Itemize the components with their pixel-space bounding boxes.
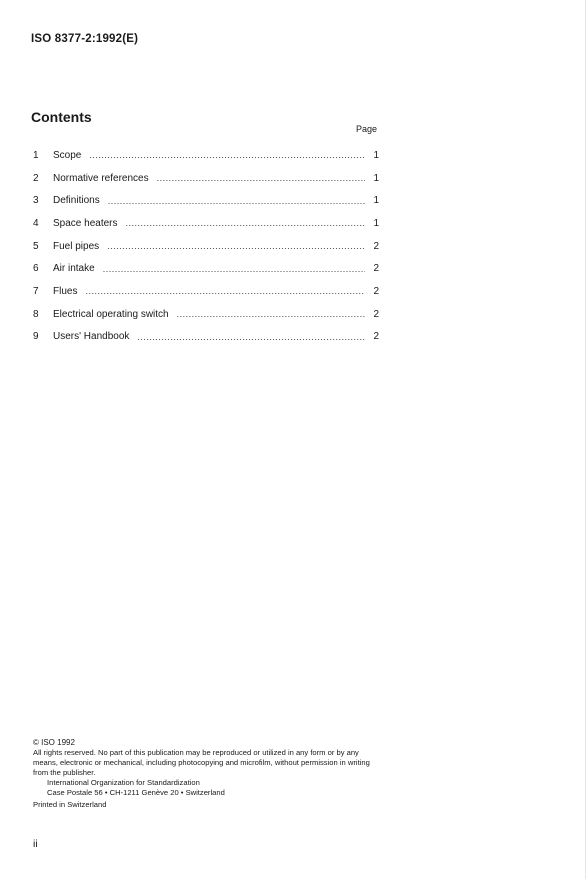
printed-in: Printed in Switzerland (33, 799, 107, 809)
toc-entry-page: 1 (373, 217, 379, 229)
page-column-label: Page (356, 124, 378, 134)
toc-entry-title: Fuel pipes (53, 240, 100, 252)
toc-entry[interactable] (33, 189, 379, 212)
toc-entry[interactable] (33, 235, 379, 258)
toc-entry-number: 1 (33, 149, 39, 161)
toc-entry-title: Air intake (53, 263, 95, 275)
toc-entry-page: 2 (373, 308, 379, 320)
toc-entry-number: 6 (33, 263, 39, 275)
copyright-line: © ISO 1992 (33, 738, 75, 747)
toc-entry-number: 7 (33, 285, 39, 297)
toc-entry[interactable] (33, 144, 379, 167)
toc-entry-title: Users' Handbook (53, 331, 130, 343)
toc-entry-number: 2 (33, 172, 39, 184)
toc-entry[interactable] (33, 257, 379, 280)
toc-entry-page: 2 (373, 285, 379, 297)
toc-entry-number: 9 (33, 331, 39, 343)
toc-entry-title: Normative references (53, 172, 149, 184)
toc-entry[interactable] (33, 303, 379, 326)
toc-dot-leader (85, 286, 365, 296)
toc-entry-title: Scope (53, 149, 82, 161)
toc-entry[interactable] (33, 167, 379, 190)
toc-dot-leader (157, 173, 365, 183)
contents-heading: Contents (31, 109, 92, 125)
toc-entry-title: Definitions (53, 195, 100, 207)
page-number: ii (33, 838, 38, 850)
toc-dot-leader (107, 241, 365, 251)
toc-dot-leader (177, 309, 365, 319)
publisher-name: International Organization for Standardization (47, 777, 200, 787)
toc-entry[interactable] (33, 280, 379, 303)
toc-entry-number: 4 (33, 217, 39, 229)
toc-dot-leader (137, 332, 365, 342)
toc-entry-page: 1 (373, 172, 379, 184)
toc-entry-title: Space heaters (53, 217, 118, 229)
toc-entry-number: 5 (33, 240, 39, 252)
toc-entry-page: 2 (373, 240, 379, 252)
toc-dot-leader (108, 196, 365, 206)
toc-entry-title: Flues (53, 285, 78, 297)
document-identifier: ISO 8377-2:1992(E) (31, 33, 139, 45)
toc-dot-leader (103, 264, 365, 274)
toc-entry-page: 2 (373, 331, 379, 343)
toc-entry-number: 3 (33, 195, 39, 207)
toc-entry-title: Electrical operating switch (53, 308, 169, 320)
toc-entry-page: 1 (373, 195, 379, 207)
rights-statement: All rights reserved. No part of this publication may be reproduced or utilized in any form or by any means, electronic or mechanical, including photocopying and microfilm, without permission in writing from the publisher. (33, 748, 370, 778)
toc-entry-page: 2 (373, 263, 379, 275)
table-of-contents (33, 144, 379, 348)
toc-entry[interactable] (33, 212, 379, 235)
toc-entry-page: 1 (373, 149, 379, 161)
toc-dot-leader (126, 218, 366, 228)
toc-entry-number: 8 (33, 308, 39, 320)
toc-entry[interactable] (33, 326, 379, 349)
copyright-notice (33, 738, 383, 810)
toc-dot-leader (89, 150, 365, 160)
publisher-address: Case Postale 56 • CH-1211 Genève 20 • Switzerland (47, 787, 225, 797)
scan-edge (585, 0, 586, 879)
